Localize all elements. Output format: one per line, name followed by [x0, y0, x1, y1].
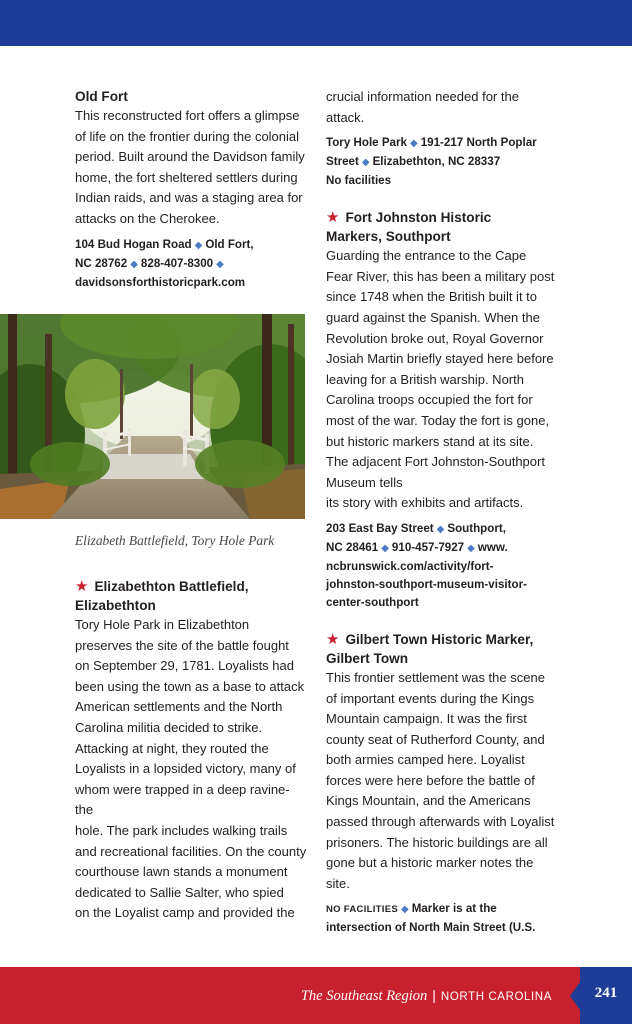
elizabethton-title [75, 577, 307, 615]
text-line: attacks on the Cherokee. [75, 210, 220, 226]
top-banner [0, 0, 632, 46]
website-link[interactable]: davidsonsforthistoricpark.com [75, 275, 246, 289]
phone: 828-407-8300 [140, 256, 214, 270]
right-column [326, 87, 558, 937]
text-line: Tory Hole Park in Elizabethton [75, 617, 250, 632]
running-footer [301, 987, 552, 1005]
photo-caption: Elizabeth Battlefield, Tory Hole Park [75, 533, 275, 548]
title-line: Markers, Southport [326, 229, 451, 245]
title-line: Elizabethton Battlefield, [94, 579, 249, 594]
diamond-icon: ◆ [361, 157, 370, 169]
park-name: Tory Hole Park [326, 136, 407, 150]
left-column-bottom [75, 577, 307, 924]
fort-johnston-contact [326, 520, 558, 612]
bridge-photo-illustration [0, 314, 305, 519]
address-zip: NC 28461 [326, 540, 379, 554]
elizabethton-description [75, 615, 307, 924]
website-link[interactable]: johnston-southport-museum-visitor- [326, 577, 527, 591]
text-line: but historic markers stand at its site. [326, 433, 534, 449]
text-line: both armies camped here. Loyalist [326, 752, 525, 768]
text-line: of important events during the Kings [326, 690, 535, 706]
star-icon: ★ [75, 578, 89, 595]
text-line: crucial information needed for the [326, 89, 519, 104]
text-line: guard against the Spanish. When the [326, 309, 540, 325]
address-city: Old Fort, [205, 237, 254, 251]
text-line: courthouse lawn stands a monument [75, 864, 288, 880]
text-line: Mountain campaign. It was the first [326, 711, 527, 727]
text-line: on the Loyalist camp and provided the [75, 905, 295, 921]
page-tab-notch [570, 982, 580, 1010]
address-street-cont: Street [326, 155, 359, 169]
marker-location: Marker is at the [411, 902, 497, 916]
text-line: Revolution broke out, Royal Governor [326, 330, 544, 346]
diamond-icon: ◆ [130, 258, 138, 270]
gilbert-town-title [326, 630, 558, 668]
text-line: attack. [326, 109, 365, 125]
text-line: passed through afterwards with Loyalist [326, 814, 555, 830]
title-line: Gilbert Town [326, 650, 409, 666]
address-street: 104 Bud Hogan Road [75, 237, 192, 251]
diamond-icon: ◆ [467, 542, 475, 554]
title-line: Gilbert Town Historic Marker, [345, 631, 534, 647]
star-icon: ★ [326, 209, 340, 227]
text-line: The adjacent Fort Johnston-Southport [326, 454, 545, 470]
text-line: American settlements and the North [75, 699, 283, 715]
text-line: prisoners. The historic buildings are all [326, 834, 548, 850]
text-line: forces were here before the battle of [326, 772, 535, 788]
text-line: since 1748 when the British built it to [326, 289, 538, 305]
title-line: Fort Johnston Historic [345, 210, 492, 226]
footer-state: NORTH CAROLINA [440, 991, 552, 1003]
address-street: 203 East Bay Street [326, 521, 434, 535]
text-line: its story with exhibits and artifacts. [326, 495, 524, 511]
diamond-icon: ◆ [409, 138, 418, 150]
continued-text [326, 87, 558, 128]
diamond-icon: ◆ [401, 904, 409, 916]
address-zip: NC 28762 [75, 256, 128, 270]
address-street: 191-217 North Poplar [420, 136, 537, 150]
text-line: leaving for a British warship. North [326, 371, 524, 387]
website-link[interactable]: www. [477, 540, 508, 554]
text-line: preserves the site of the battle fought [75, 637, 289, 653]
address-city: Southport, [447, 521, 506, 535]
text-line: Loyalists in a lopsided victory, many of [75, 761, 296, 777]
text-line: Indian raids, and was a staging area for [75, 190, 303, 206]
diamond-icon: ◆ [216, 258, 224, 270]
website-link[interactable]: center-southport [326, 595, 419, 609]
left-column-top [75, 87, 307, 292]
footer-region: The Southeast Region [300, 988, 428, 1004]
diamond-icon: ◆ [194, 239, 203, 251]
star-icon: ★ [326, 630, 340, 648]
fort-johnston-description [326, 246, 558, 514]
park-photo [0, 314, 305, 519]
text-line: This frontier settlement was the scene [326, 669, 545, 685]
text-line: gone but a historic marker notes the site. [326, 855, 534, 891]
text-line: Guarding the entrance to the Cape [326, 248, 527, 264]
old-fort-contact [75, 236, 307, 292]
old-fort-description [75, 106, 307, 230]
phone: 910-457-7927 [391, 540, 465, 554]
text-line: Museum tells [326, 474, 403, 490]
text-line: Attacking at night, they routed the [75, 740, 269, 756]
tory-hole-contact [326, 134, 558, 190]
footer-separator: | [432, 987, 436, 1003]
text-line: Josiah Martin briefly stayed here before [326, 351, 554, 367]
website-link[interactable]: ncbrunswick.com/activity/fort- [326, 559, 494, 573]
text-line: been using the town as a base to attack [75, 678, 305, 694]
diamond-icon: ◆ [436, 523, 445, 535]
text-line: hole. The park includes walking trails [75, 822, 288, 838]
text-line: county seat of Rutherford County, and [326, 731, 545, 747]
text-line: dedicated to Sallie Salter, who spied [75, 884, 284, 900]
text-line: Kings Mountain, and the Americans [326, 793, 531, 809]
gilbert-town-contact [326, 900, 558, 937]
text-line: period. Built around the Davidson family [75, 149, 305, 165]
text-line: and recreational facilities. On the county [75, 843, 307, 859]
text-line: Carolina troops occupied the fort for [326, 392, 533, 408]
fort-johnston-title [326, 208, 558, 246]
text-line: This reconstructed fort offers a glimpse [75, 108, 300, 123]
text-line: Fear River, this has been a military post [326, 268, 555, 284]
text-line: of life on the frontier during the colonial [75, 128, 300, 144]
text-line: whom were trapped in a deep ravine- the [75, 781, 290, 818]
facilities-note: NO FACILITIES [326, 904, 398, 916]
marker-location: intersection of North Main Street (U.S. [326, 921, 536, 935]
old-fort-title: Old Fort [75, 89, 128, 104]
facilities-note: No facilities [326, 174, 392, 188]
gilbert-town-description [326, 668, 558, 895]
text-line: home, the fort sheltered settlers during [75, 169, 298, 185]
page-number: 241 [594, 985, 618, 1001]
text-line: on September 29, 1781. Loyalists had [75, 658, 294, 674]
text-line: most of the war. Today the fort is gone, [326, 412, 550, 428]
title-line: Elizabethton [75, 598, 156, 613]
diamond-icon: ◆ [381, 542, 389, 554]
text-line: Carolina militia decided to strike. [75, 719, 263, 735]
address-city: Elizabethton, NC 28337 [372, 155, 501, 169]
